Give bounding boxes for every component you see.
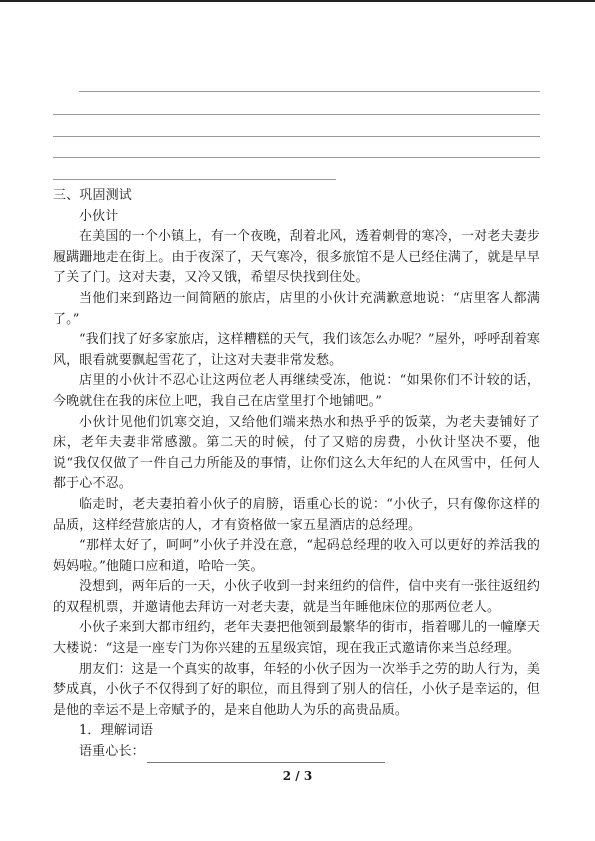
answer-line (79, 91, 540, 92)
story-paragraph: “我们找了好多家旅店，这样糟糕的天气，我们该怎么办呢？”屋外，呼呼刮着寒风，眼看就要飘起雪花了，让这对夫妻非常发愁。 (53, 332, 540, 368)
story-paragraph: 朋友们：这是一个真实的故事，年轻的小伙子因为一次举手之劳的助人行为，美梦成真，小伙子不仅得到了好的职位，而且得到了别人的信任，小伙子是幸运的，但是他的幸运不是上帝赋予的，是来自他助人为乐的高贵品质。 (53, 661, 540, 718)
top-border-rule (0, 0, 595, 2)
story-paragraph: 在美国的一个小镇上，有一个夜晚，刮着北风，透着刺骨的寒冷，一对老夫妻步履蹒跚地走在街上。由于夜深了，天气寒冷，很多旅馆不是人已经住满了，就是早早了关了门。这对夫妻，又冷又饿，希望尽快找到住处。 (53, 229, 540, 286)
answer-line (53, 179, 336, 180)
story-paragraph: 小伙计见他们饥寒交迫，又给他们端来热水和热乎乎的饭菜，为老夫妻铺好了床，老年夫妻非常感激。第二天的时候，付了又赔的房费，小伙计坚决不要，他说“我仅仅做了一件自己力所能及的事情，让你们这么大年纪的人在风雪中，任何人都于心不忍。 (53, 414, 540, 492)
story-paragraph: 店里的小伙计不忍心让这两位老人再继续受冻，他说：“如果你们不计较的话，今晚就住在我的床位上吧，我自己在店堂里打个地铺吧。” (53, 373, 540, 409)
answer-blank[interactable] (147, 747, 385, 763)
story-paragraph: “那样太好了，呵呵”小伙子并没在意，“起码总经理的收入可以更好的养活我的妈妈啦。”他随口应和道，哈哈一笑。 (53, 538, 540, 574)
vocab-item (53, 742, 540, 763)
story-paragraph: 小伙子来到大都市纽约，老年夫妻把他领到最繁华的街市，指着哪儿的一幢摩天大楼说：“这是一座专门为你兴建的五星级宾馆，现在我正式邀请你来当总经理。 (53, 620, 540, 657)
story-title: 小伙计 (79, 208, 119, 224)
story-paragraph: 临走时，老夫妻拍着小伙子的肩膀，语重心长的说：“小伙子，只有像你这样的品质，这样经营旅店的人，才有资格做一家五星酒店的总经理。 (53, 496, 540, 533)
main-text (53, 186, 540, 763)
answer-line (53, 157, 540, 158)
answer-line (53, 136, 540, 137)
story-paragraph: 没想到，两年后的一天，小伙子收到一封来纽约的信件，信中夹有一张往返纽约的双程机票，并邀请他去拜访一对老夫妻，就是当年睡他床位的那两位老人。 (53, 579, 540, 615)
page-number: 2 / 3 (282, 769, 313, 783)
vocab-term: 语重心长： (79, 744, 145, 760)
question-heading: 1．理解词语 (79, 723, 154, 739)
section-heading: 三、巩固测试 (53, 188, 132, 203)
story-paragraph: 当他们来到路边一间简陋的旅店，店里的小伙计充满歉意地说：“店里客人都满了。” (53, 290, 540, 327)
answer-line (53, 114, 540, 115)
